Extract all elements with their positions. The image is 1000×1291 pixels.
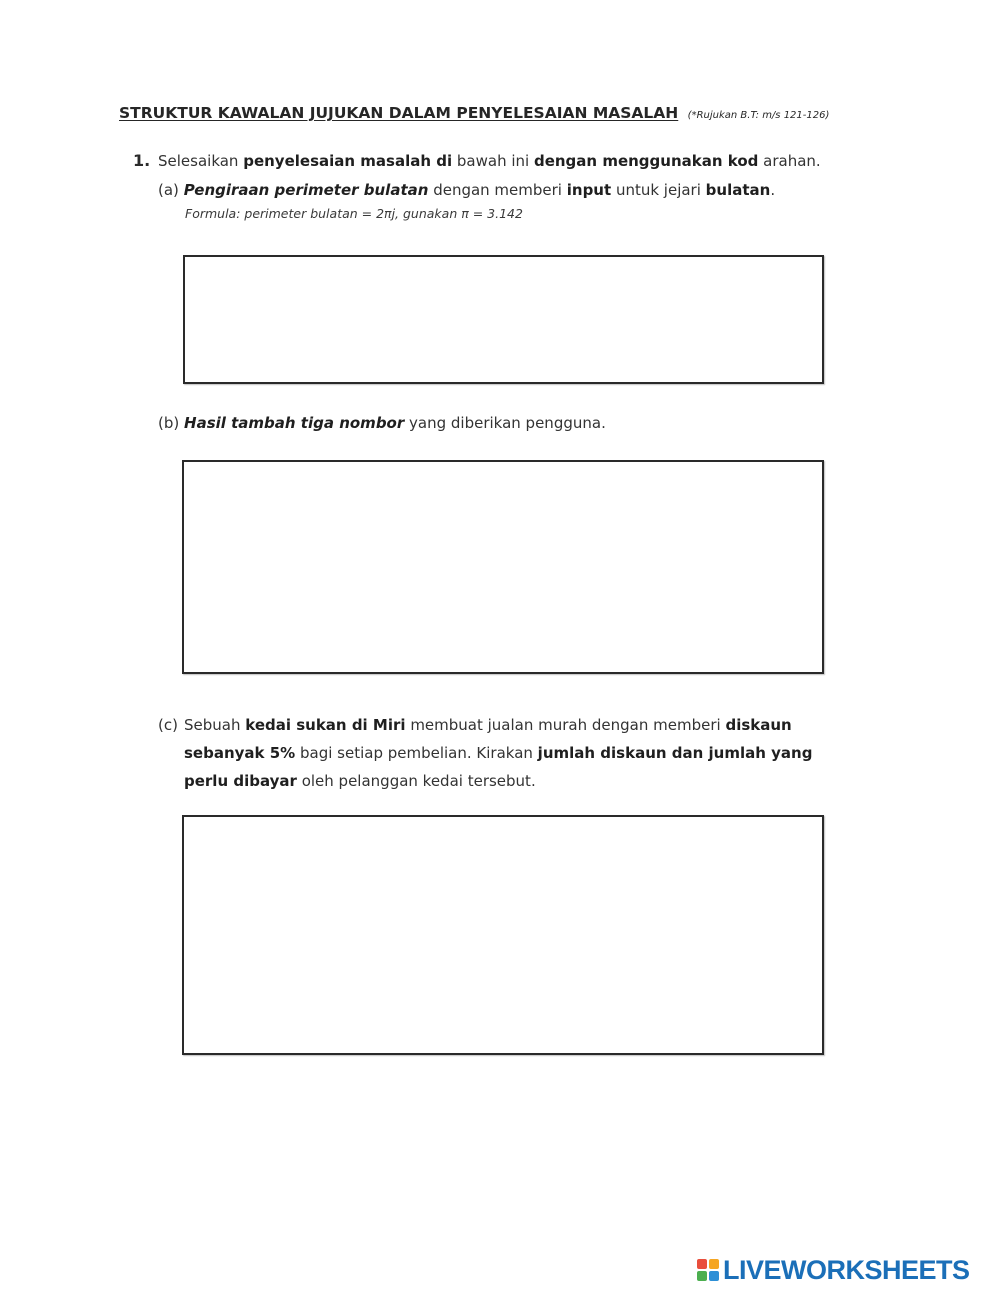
text-segment: membuat jualan murah dengan memberi xyxy=(405,716,726,734)
text-segment: . xyxy=(770,181,776,199)
text-segment: bawah ini xyxy=(452,152,534,170)
text-segment: perlu dibayar xyxy=(184,772,297,790)
text-segment: Selesaikan xyxy=(158,152,244,170)
text-segment: dengan menggunakan kod xyxy=(533,152,759,170)
part-a-formula: Formula: perimeter bulatan = 2πj, gunakan π = 3.142 xyxy=(185,206,523,221)
logo-tile-orange xyxy=(709,1259,719,1269)
text-segment: sebanyak 5% xyxy=(184,744,296,762)
text-segment: input xyxy=(566,181,612,199)
text-segment: penyelesaian masalah di xyxy=(243,152,453,170)
logo-tile-red xyxy=(697,1259,707,1269)
text-segment: kedai sukan di Miri xyxy=(245,716,406,734)
text-segment: jumlah diskaun dan jumlah yang xyxy=(537,744,813,762)
text-segment: bulatan xyxy=(705,181,771,199)
part-a-text xyxy=(184,181,775,199)
text-segment: Hasil tambah tiga nombor xyxy=(184,414,405,432)
part-c-line-2 xyxy=(184,744,812,762)
question-instruction xyxy=(158,152,821,170)
liveworksheets-logo xyxy=(697,1255,970,1285)
part-b-text xyxy=(184,414,606,432)
brand-name: LIVEWORKSHEETS xyxy=(723,1254,970,1285)
text-segment: yang diberikan pengguna. xyxy=(404,414,606,432)
text-segment: diskaun xyxy=(725,716,792,734)
text-segment: arahan. xyxy=(758,152,821,170)
logo-tile-blue xyxy=(709,1271,719,1281)
part-b-label: (b) xyxy=(158,414,180,432)
text-segment: dengan memberi xyxy=(428,181,567,199)
part-a-prompt xyxy=(158,181,775,199)
part-a-label: (a) xyxy=(158,181,179,199)
answer-box-c[interactable] xyxy=(182,815,824,1055)
answer-box-b[interactable] xyxy=(182,460,824,674)
logo-tiles-icon xyxy=(697,1259,719,1281)
text-segment: bagi setiap pembelian. Kirakan xyxy=(295,744,538,762)
part-c-line-3 xyxy=(184,772,536,790)
part-c-line-1 xyxy=(184,716,792,734)
part-c-label: (c) xyxy=(158,716,178,734)
text-segment: Pengiraan perimeter bulatan xyxy=(183,181,429,199)
text-segment: untuk jejari xyxy=(611,181,706,199)
logo-tile-green xyxy=(697,1271,707,1281)
textbook-reference: (*Rujukan B.T: m/s 121-126) xyxy=(687,110,830,121)
title-text: STRUKTUR KAWALAN JUJUKAN DALAM PENYELESAIAN MASALAH xyxy=(119,104,679,122)
worksheet-title xyxy=(119,104,829,122)
text-segment: oleh pelanggan kedai tersebut. xyxy=(296,772,536,790)
question-number: 1. xyxy=(133,151,151,170)
part-b-prompt xyxy=(158,414,606,432)
text-segment: Sebuah xyxy=(184,716,246,734)
answer-box-a[interactable] xyxy=(183,255,824,384)
